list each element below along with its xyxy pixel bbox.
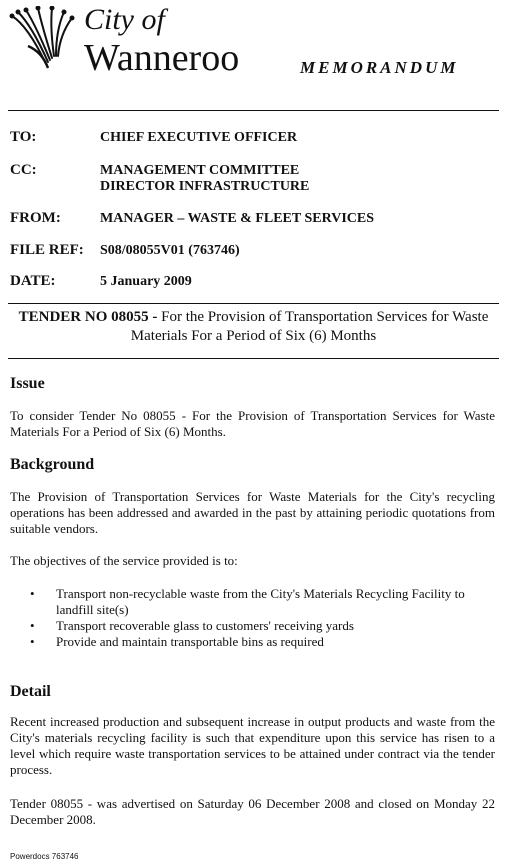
header-rule-top xyxy=(8,110,499,111)
from-label: FROM: xyxy=(10,210,61,226)
to-value: CHIEF EXECUTIVE OFFICER xyxy=(100,130,298,145)
detail-heading: Detail xyxy=(10,683,51,700)
subject-line xyxy=(14,308,493,346)
city-logo-icon xyxy=(8,6,78,70)
subject-rule-top xyxy=(8,303,499,304)
org-name-line1: City of xyxy=(84,3,165,36)
subject-tender-no: TENDER NO 08055 - xyxy=(18,309,162,325)
document-type: MEMORANDUM xyxy=(300,58,459,77)
from-value: MANAGER – WASTE & FLEET SERVICES xyxy=(100,211,374,226)
subject-rule-bottom xyxy=(8,358,499,359)
file-ref-value: S08/08055V01 (763746) xyxy=(100,243,240,258)
file-ref-label: FILE REF: xyxy=(10,242,84,258)
org-name-line2: Wanneroo xyxy=(84,37,240,79)
issue-paragraph: To consider Tender No 08055 - For the Provision of Transportation Services for Waste Materials For a Period of Six (6) Months. xyxy=(10,408,495,439)
footer-doc-id: Powerdocs 763746 xyxy=(10,852,79,861)
to-label: TO: xyxy=(10,129,37,145)
objectives-list xyxy=(30,586,495,650)
background-heading: Background xyxy=(10,456,95,473)
cc-value-2: DIRECTOR INFRASTRUCTURE xyxy=(100,179,310,194)
background-paragraph-1: The Provision of Transportation Services for Waste Materials for the City's recycling operations has been addressed and awarded in the past by attaining periodic quotations from suitable vendors. xyxy=(10,489,495,536)
list-item: • Transport non-recyclable waste from the City's Materials Recycling Facility to landfill site(s) xyxy=(30,586,495,618)
list-item: • Provide and maintain transportable bins as required xyxy=(30,634,495,650)
issue-heading: Issue xyxy=(10,375,45,392)
detail-paragraph-2: Tender 08055 - was advertised on Saturday 06 December 2008 and closed on Monday 22 December 2008. xyxy=(10,796,495,827)
date-label: DATE: xyxy=(10,273,56,289)
cc-label: CC: xyxy=(10,162,37,178)
date-value: 5 January 2009 xyxy=(100,274,192,289)
list-item: • Transport recoverable glass to customers' receiving yards xyxy=(30,618,495,634)
background-paragraph-2: The objectives of the service provided is to: xyxy=(10,553,238,568)
detail-paragraph-1: Recent increased production and subsequent increase in output products and waste from the City's materials recycling facility is such that expenditure upon this service has risen to a level which require waste transportation services to be attained under contract via the tender process. xyxy=(10,714,495,777)
subject-text: For the Provision of Transportation Services for Waste Materials For a Period of Six (6) Months xyxy=(130,309,489,344)
cc-value-1: MANAGEMENT COMMITTEE xyxy=(100,163,300,178)
